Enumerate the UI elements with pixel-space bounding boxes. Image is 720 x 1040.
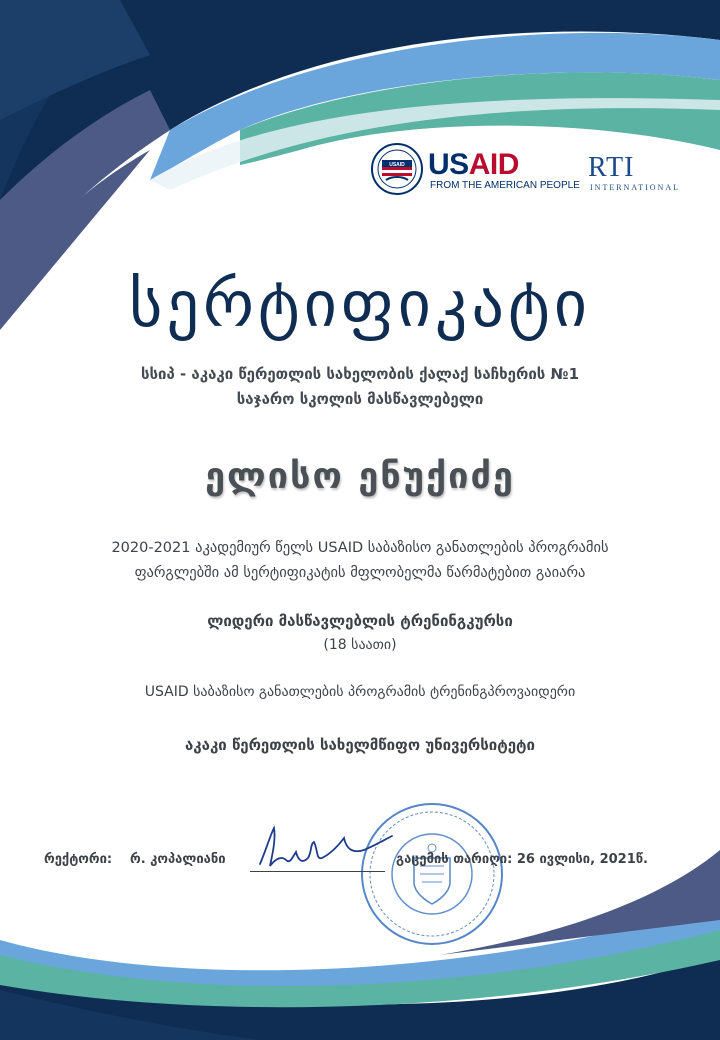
usaid-logo xyxy=(428,148,519,182)
usaid-tagline: FROM THE AMERICAN PEOPLE xyxy=(430,180,580,191)
provider-name: აკაკი წერეთლის სახელმწიფო უნივერსიტეტი xyxy=(185,736,535,754)
usaid-seal-icon xyxy=(370,142,424,196)
partner-logos xyxy=(370,142,690,202)
subtitle-line-1: სსიპ - აკაკი წერეთლის სახელობის ქალაქ საჩხერის №1 xyxy=(140,365,580,383)
rti-logo xyxy=(588,152,678,196)
usaid-logo-us: US xyxy=(428,148,469,181)
rector-label: რექტორი: xyxy=(44,852,113,867)
provider-label: USAID საბაზისო განათლების პროგრამის ტრენინგპროვაიდერი xyxy=(144,684,576,700)
issue-date: გაცემის თარიღი: 26 ივლისი, 2021წ. xyxy=(396,852,648,867)
intro-text xyxy=(60,536,660,586)
subtitle-line-2: საჯარო სკოლის მასწავლებელი xyxy=(236,390,484,408)
signature-line xyxy=(250,871,385,872)
recipient-name: ელისო ენუქიძე xyxy=(205,456,515,497)
course-name: ლიდერი მასწავლებლის ტრენინგკურსი xyxy=(207,612,513,630)
rector-name: რ. კოპალიანი xyxy=(130,852,226,867)
certificate-subtitle xyxy=(60,362,660,412)
certificate-title: სერტიფიკატი xyxy=(129,268,591,342)
rti-logo-word: RTI xyxy=(588,152,635,183)
svg-text:USAID: USAID xyxy=(389,162,405,168)
intro-line-1: 2020-2021 აკადემიურ წელს USAID საბაზისო განათლების პროგრამის xyxy=(111,540,609,556)
course-hours: (18 საათი) xyxy=(323,637,397,653)
intro-line-2: ფარგლებში ამ სერტიფიკატის მფლობელმა წარმატებით გაიარა xyxy=(134,565,586,581)
usaid-logo-aid: AID xyxy=(468,148,519,181)
rti-logo-sub: INTERNATIONAL xyxy=(590,183,680,192)
